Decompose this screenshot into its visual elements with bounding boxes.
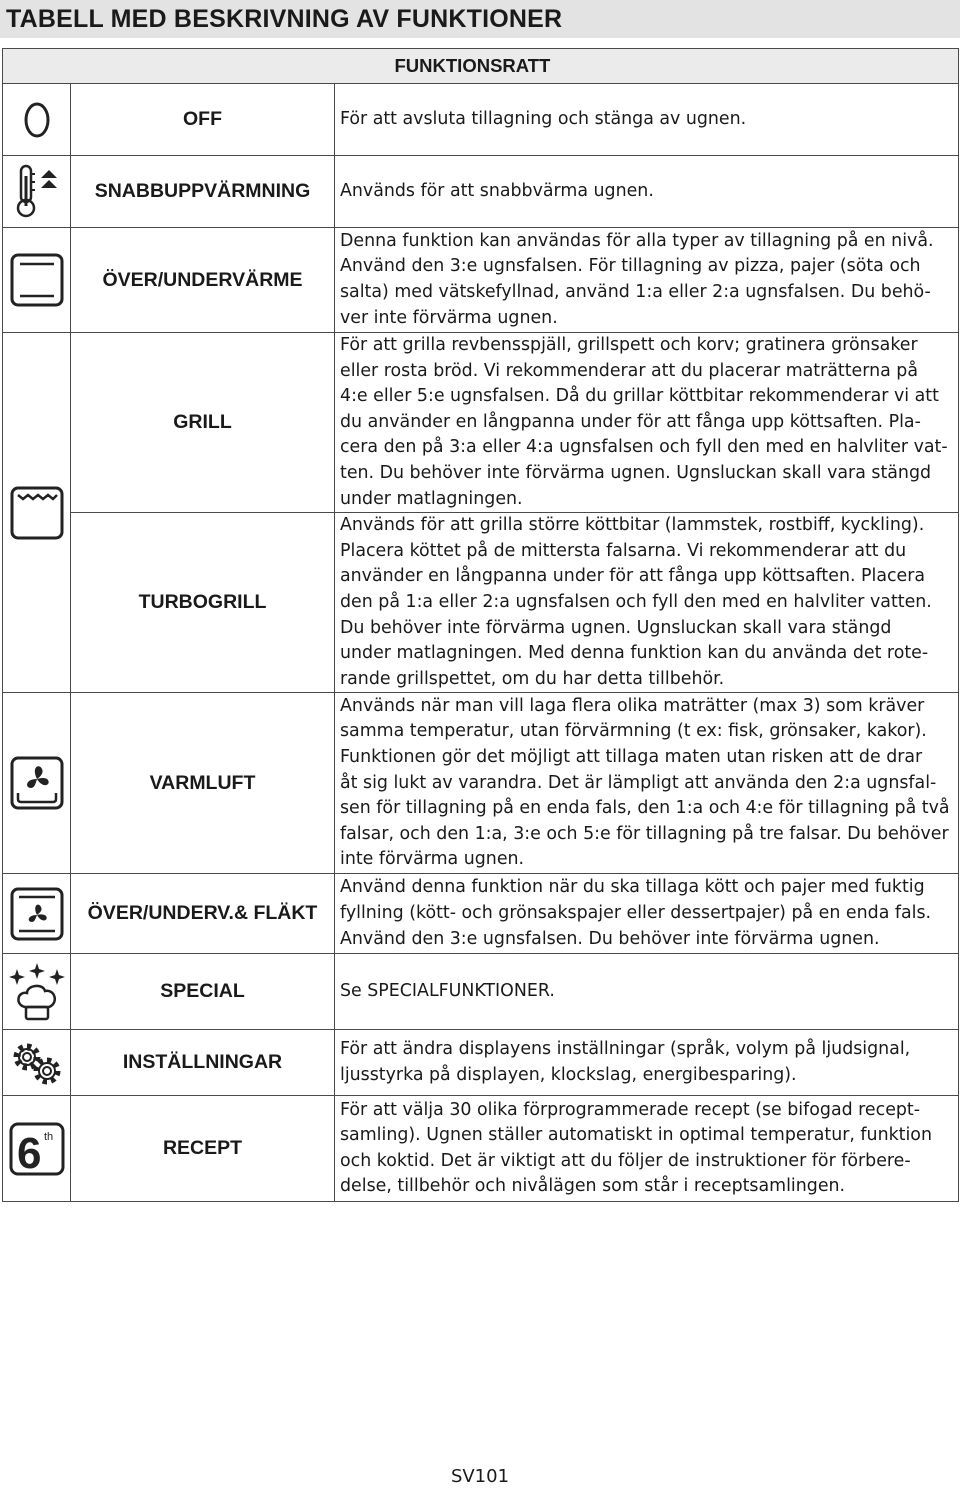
table-row [3,84,959,156]
table-header-row [3,49,959,84]
icon-cell [3,156,71,228]
function-name: SPECIAL [71,954,335,1030]
function-description [335,693,959,874]
functions-table [2,48,959,1202]
description-line: Används för att snabbvärma ugnen. [340,180,654,201]
svg-text:6: 6 [16,1128,41,1177]
description-line: samling). Ugnen ställer automatiskt in optimal temperatur, funktion [340,1125,932,1146]
top-bottom-heat-icon [9,252,65,308]
description-line: du använder en långpanna under för att fånga upp köttsaften. Pla- [340,411,921,432]
description-line: delse, tillbehör och nivålägen som står i receptsamlingen. [340,1176,846,1197]
description-line: Se SPECIALFUNKTIONER. [340,981,555,1002]
description-line: ver inte förvärma ugnen. [340,307,558,328]
description-line: Du behöver inte förvärma ugnen. Ugnsluckan skall vara stängd [340,617,892,638]
table-row [3,693,959,874]
description-line: fyllning (kött- och grönsakspajer eller dessertpajer) på en enda fals. [340,903,932,924]
icon-cell [3,228,71,333]
icon-cell [3,1096,71,1202]
function-name: VARMLUFT [71,693,335,874]
description-line: För att ändra displayens inställningar (språk, volym på ljudsignal, [340,1039,911,1060]
convection-fan-icon [9,755,65,811]
function-description [335,874,959,954]
table-row [3,228,959,333]
function-description [335,954,959,1030]
function-name: RECEPT [71,1096,335,1202]
icon-cell [3,693,71,874]
function-description [335,228,959,333]
description-line: falsar, och den 1:a, 3:e och 5:e för tillagning på tre falsar. Du behöver [340,823,949,844]
description-line: rande grillspettet, om du har detta tillbehör. [340,668,725,689]
function-description [335,513,959,693]
table-row [3,1030,959,1096]
settings-gears-icon [7,1035,67,1091]
zero-symbol-icon [17,94,57,146]
table-header: FUNKTIONSRATT [335,49,959,84]
description-line: Använd den 3:e ugnsfalsen. För tillagning av pizza, pajer (söta och [340,256,921,277]
function-name: OFF [71,84,335,156]
function-description [335,84,959,156]
function-description [335,156,959,228]
title-bar [0,0,960,38]
description-line: sen för tillagning på en enda fals, den 1:a och 4:e för tillagning på två [340,798,950,819]
table-row [3,874,959,954]
description-line: salta) med vätskefyllnad, använd 1:a eller 2:a ugnsfalsen. Du behö- [340,282,931,302]
function-name: ÖVER/UNDERVÄRME [71,228,335,333]
description-line: Placera köttet på de mittersta falsarna. Vi rekommenderar att du [340,540,907,561]
description-line: För att avsluta tillagning och stänga av ugnen. [340,108,747,129]
description-line: För att välja 30 olika förprogrammerade recept (se bifogad recept- [340,1099,921,1120]
function-name: ÖVER/UNDERV.& FLÄKT [71,874,335,954]
special-chef-hat-icon [7,961,67,1023]
icon-cell [3,84,71,156]
description-line: Använd den 3:e ugnsfalsen. Du behöver inte förvärma ugnen. [340,928,880,949]
description-line: samma temperatur, utan förvärmning (t ex: fisk, grönsaker, kakor). [340,721,927,742]
function-name: INSTÄLLNINGAR [71,1030,335,1096]
description-line: åt sig lukt av varandra. Det är lämpligt att använda den 2:a ugnsfal- [340,772,937,793]
function-name: TURBOGRILL [71,513,335,693]
description-line: Funktionen gör det möjligt att tillaga maten utan risken att de drar [340,746,923,767]
description-line: den på 1:a eller 2:a ugnsfalsen och fyll den med en halvliter vatten. [340,591,932,612]
sixth-sense-recipe-icon [8,1121,66,1177]
description-line: cera den på 3:a eller 4:a ugnsfalsen och fyll den med en halvliter vat- [340,437,948,458]
table-row [3,954,959,1030]
description-line: För att grilla revbensspjäll, grillspett och korv; gratinera grönsaker [340,335,918,355]
function-name: GRILL [71,333,335,513]
description-line: använder en långpanna under för att fånga upp köttsaften. Placera [340,566,926,587]
icon-cell [3,874,71,954]
description-line: under matlagningen. Med denna funktion kan du använda det rote- [340,643,929,664]
table-row [3,156,959,228]
description-line: ten. Du behöver inte förvärma ugnen. Ugnsluckan skall vara stängd [340,462,932,483]
function-description [335,1096,959,1202]
icon-cell [3,1030,71,1096]
header-blank [3,49,335,84]
icon-cell [3,954,71,1030]
icon-cell [3,333,71,693]
description-line: ljusstyrka på displayen, klockslag, energibesparing). [340,1064,797,1085]
grill-icon [9,485,65,541]
fast-preheat-thermometer-icon [11,162,63,222]
svg-text:th: th [43,1130,53,1143]
description-line: och koktid. Det är viktigt att du följer de instruktioner för förbere- [340,1150,911,1171]
description-line: inte förvärma ugnen. [340,849,525,870]
description-line: Använd denna funktion när du ska tillaga kött och pajer med fuktig [340,877,925,898]
description-line: eller rosta bröd. Vi rekommenderar att du placerar maträtterna på [340,360,918,381]
function-description [335,1030,959,1096]
table-row [3,1096,959,1202]
function-name: SNABBUPPVÄRMNING [71,156,335,228]
table-row [3,333,959,513]
description-line: Används för att grilla större köttbitar (lammstek, rostbiff, kyckling). [340,515,925,536]
description-line: Används när man vill laga flera olika maträtter (max 3) som kräver [340,695,925,716]
table-row [3,513,959,693]
function-description [335,333,959,513]
description-line: under matlagningen. [340,488,523,509]
description-line: 4:e eller 5:e ugnsfalsen. Då du grillar köttbitar rekommenderar vi att [340,386,939,407]
page-number: SV101 [450,1466,510,1487]
description-line: Denna funktion kan användas för alla typer av tillagning på en nivå. [340,230,934,251]
top-bottom-fan-icon [9,886,65,942]
page-title: TABELL MED BESKRIVNING AV FUNKTIONER [6,5,563,33]
